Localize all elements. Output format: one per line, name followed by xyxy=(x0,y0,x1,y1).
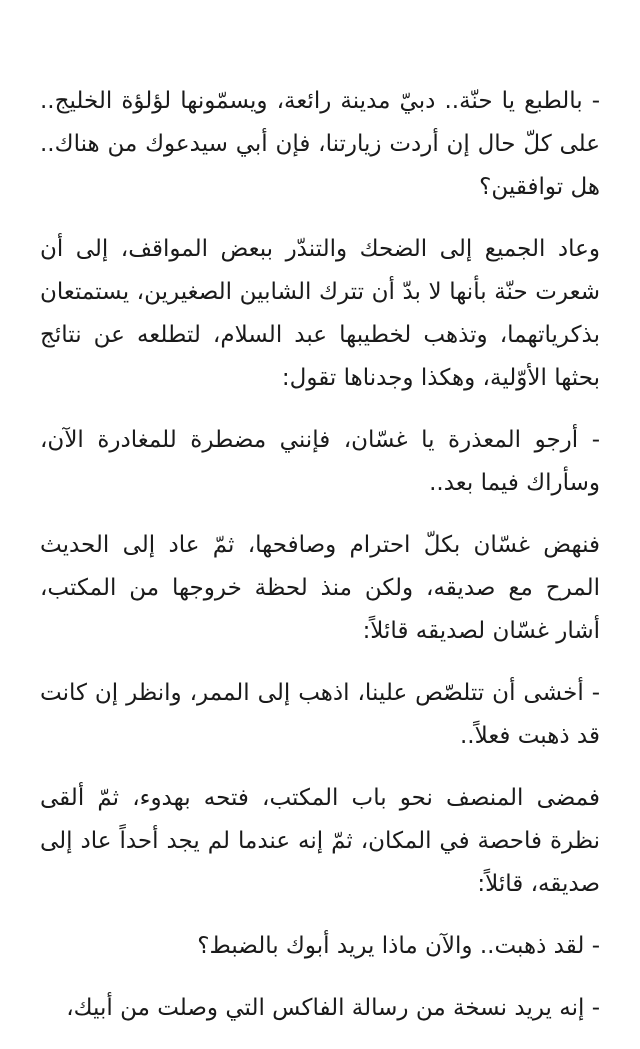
paragraph-narration-hanna-leaves: وعاد الجميع إلى الضحك والتندّر ببعض المواقف، إلى أن شعرت حنّة بأنها لا بدّ أن تترك الشابين الصغيرين، يستمتعان بذكرياتهما، وتذهب لخطيبها عبد السلام، لتطلعه عن نتائج بحثها الأوّلية، وهكذا وجدناها تقول: xyxy=(40,236,600,391)
paragraph-narration-ghassan: فنهض غسّان بكلّ احترام وصافحها، ثمّ عاد إلى الحديث المرح مع صديقه، ولكن منذ لحظة خروجها من المكتب، أشار غسّان لصديقه قائلاً: xyxy=(40,532,600,644)
paragraph-narration-munsif: فمضى المنصف نحو باب المكتب، فتحه بهدوء، ثمّ ألقى نظرة فاحصة في المكان، ثمّ إنه عندما لم يجد أحداً عاد إلى صديقه، قائلاً: xyxy=(40,785,600,897)
paragraph-dialogue-question: - لقد ذهبت.. والآن ماذا يريد أبوك بالضبط؟ xyxy=(197,933,600,959)
page-text xyxy=(40,80,600,1049)
paragraph-dialogue-apology: - أرجو المعذرة يا غسّان، فإنني مضطرة للمغادرة الآن، وسأراك فيما بعد.. xyxy=(40,427,600,496)
paragraph-dialogue-eavesdrop: - أخشى أن تتلصّص علينا، اذهب إلى الممر، وانظر إن كانت قد ذهبت فعلاً.. xyxy=(40,680,600,749)
paragraph-dialogue-dubai: - بالطبع يا حنّة.. دبيّ مدينة رائعة، ويسمّونها لؤلؤة الخليج.. على كلّ حال إن أردت زيارتنا، فإن أبي سيدعوك من هناك.. هل توافقين؟ xyxy=(40,88,600,200)
paragraph-dialogue-fax: - إنه يريد نسخة من رسالة الفاكس التي وصلت من أبيك، xyxy=(66,995,600,1021)
